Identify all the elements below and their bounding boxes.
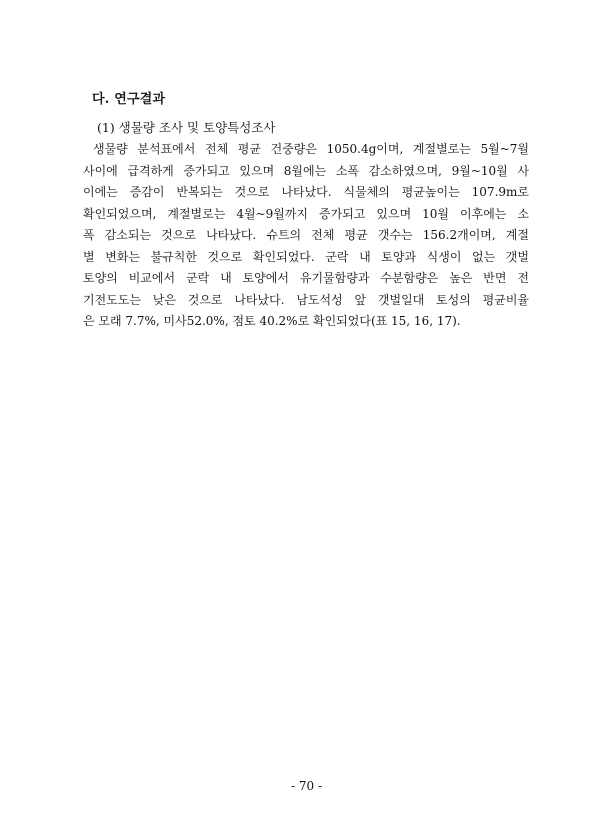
paragraph-line: 은 모래 7.7%, 미사52.0%, 점토 40.2%로 확인되었다(표 15, 16, 17). <box>83 314 461 328</box>
paragraph-line: 생물량 분석표에서 전체 평균 건중량은 1050.4g이며, 계절별로는 5월~7월 <box>93 142 529 156</box>
paragraph-line: 확인되었으며, 계절별로는 4월~9월까지 증가되고 있으며 10월 이후에는 소 <box>83 206 529 221</box>
page-number: - 70 - <box>290 779 322 793</box>
paragraph-line: 이에는 증감이 반복되는 것으로 나타났다. 식물체의 평균높이는 107.9m로 <box>83 185 529 199</box>
subsection-heading: (1) 생물량 조사 및 토양특성조사 <box>97 120 276 135</box>
paragraph-line: 기전도도는 낮은 것으로 나타났다. 남도석성 앞 갯벌일대 토성의 평균비율 <box>83 292 529 307</box>
paragraph-line: 사이에 급격하게 증가되고 있으며 8월에는 소폭 감소하였으며, 9월~10월 사 <box>83 163 529 178</box>
section-heading: 다. 연구결과 <box>92 92 166 107</box>
body-paragraph <box>83 139 529 333</box>
paragraph-line: 폭 감소되는 것으로 나타났다. 슈트의 전체 평균 갯수는 156.2개이며, 계절 <box>83 228 529 242</box>
paragraph-line: 토양의 비교에서 군락 내 토양에서 유기물함량과 수분함량은 높은 반면 전 <box>83 271 529 285</box>
paragraph-line: 별 변화는 불규칙한 것으로 확인되었다. 군락 내 토양과 식생이 없는 갯벌 <box>83 249 529 264</box>
